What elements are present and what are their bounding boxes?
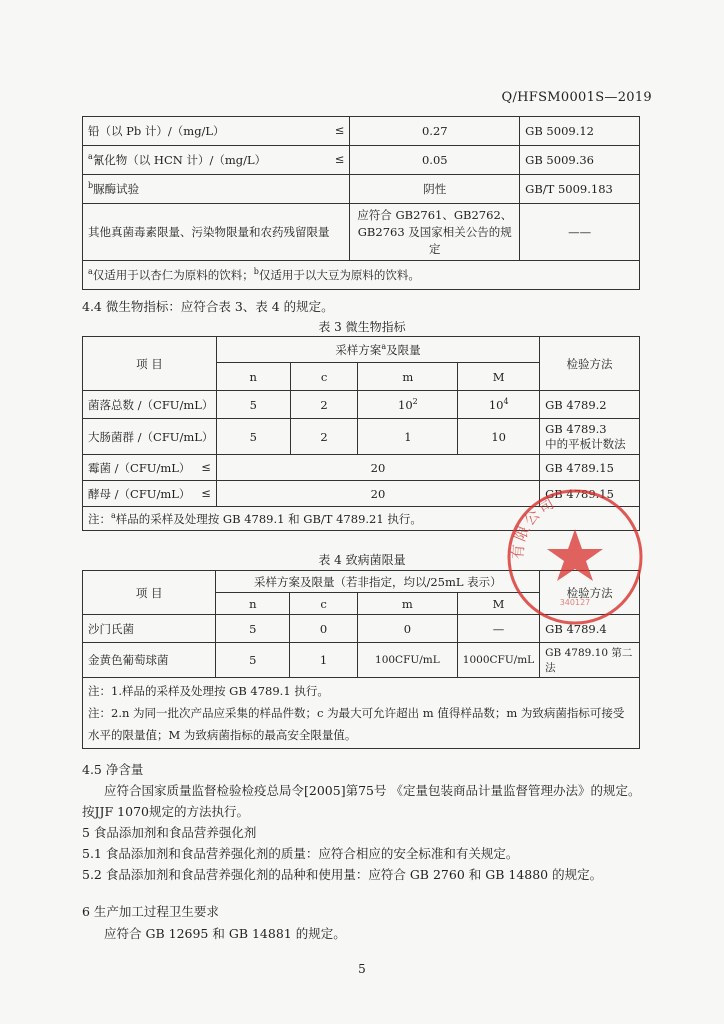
section-4-4: 4.4 微生物指标：应符合表 3、表 4 的规定。 — [82, 299, 334, 314]
section-4-5-heading: 4.5 净含量 — [82, 762, 144, 777]
section-6-heading: 6 生产加工过程卫生要求 — [82, 904, 219, 919]
column-header-plan: 采样方案及限量（若非指定，均以/25mL 表示） — [216, 571, 540, 593]
M-cell: $10^4$ — [458, 391, 540, 419]
table-row — [83, 175, 640, 204]
table-row — [83, 643, 640, 678]
table-row — [83, 419, 640, 455]
item-cell: 其他真菌毒素限量、污染物限量和农药残留限量 — [83, 204, 350, 261]
item-cell: 酵母 /（CFU/mL） ≤ — [83, 481, 217, 507]
c-cell: 1 — [290, 643, 358, 678]
subheader-n: n — [216, 363, 290, 391]
value-cell: 20 — [216, 481, 539, 507]
subheader-c: c — [290, 363, 358, 391]
item-cell: 大肠菌群 /（CFU/mL） — [83, 419, 217, 455]
method-cell: —— — [520, 204, 640, 261]
subheader-c: c — [290, 593, 358, 615]
table-note: $^a$仅适用于以杏仁为原料的饮料；$^b$仅适用于以大豆为原料的饮料。 — [83, 261, 640, 290]
svg-text:340127: 340127 — [559, 598, 591, 607]
method-cell: GB 4789.15 — [540, 481, 640, 507]
n-cell: 5 — [216, 391, 290, 419]
method-cell: GB 4789.2 — [540, 391, 640, 419]
method-cell: GB 5009.36 — [520, 146, 640, 175]
method-cell: GB 4789.10 第二法 — [540, 643, 640, 678]
section-4-5-text-2: 按JJF 1070规定的方法执行。 — [82, 804, 249, 819]
company-seal-stamp — [505, 487, 645, 627]
svg-text:有限公司: 有限公司 — [508, 493, 559, 560]
m-cell: $10^2$ — [358, 391, 458, 419]
table-row — [83, 455, 640, 481]
document-number: Q/HFSM0001S—2019 — [501, 90, 652, 105]
table4-caption: 表 4 致病菌限量 — [318, 553, 406, 567]
item-cell: $^a$氰化物（以 HCN 计）/（mg/L） ≤ — [83, 146, 350, 175]
table-row — [83, 146, 640, 175]
value-cell: 20 — [216, 455, 539, 481]
value-cell: 应符合 GB2761、GB2762、GB2763 及国家相关公告的规定 — [350, 204, 520, 261]
column-header-item: 项 目 — [83, 571, 216, 615]
n-cell: 5 — [216, 615, 290, 643]
subheader-M: M — [458, 363, 540, 391]
page-number: 5 — [358, 962, 366, 976]
c-cell: 2 — [290, 419, 358, 455]
item-cell: 菌落总数 /（CFU/mL） — [83, 391, 217, 419]
section-5-1: 5.1 食品添加剂和食品营养强化剂的质量：应符合相应的安全标准和有关规定。 — [82, 846, 519, 861]
item-cell: $^b$脲酶试验 — [83, 175, 350, 204]
M-cell: 1000CFU/mL — [457, 643, 539, 678]
column-header-plan: 采样方案$^a$及限量 — [216, 337, 539, 363]
m-cell: 1 — [358, 419, 458, 455]
method-cell: GB 4789.4 — [540, 615, 640, 643]
column-header-method: 检验方法 — [540, 571, 640, 615]
table-row — [83, 391, 640, 419]
m-cell: 100CFU/mL — [357, 643, 457, 678]
value-cell: 0.05 — [350, 146, 520, 175]
section-5-heading: 5 食品添加剂和食品营养强化剂 — [82, 825, 257, 840]
n-cell: 5 — [216, 643, 290, 678]
method-cell: GB/T 5009.183 — [520, 175, 640, 204]
note-line: 注：1.样品的采样及处理按 GB 4789.1 执行。 — [88, 684, 329, 698]
item-cell: 沙门氏菌 — [83, 615, 216, 643]
item-cell: 金黄色葡萄球菌 — [83, 643, 216, 678]
item-cell: 铅（以 Pb 计）/（mg/L） ≤ — [83, 117, 350, 146]
subheader-M: M — [457, 593, 539, 615]
M-cell: — — [457, 615, 539, 643]
c-cell: 0 — [290, 615, 358, 643]
section-4-5-text-1: 应符合国家质量监督检验检疫总局令[2005]第75号 《定量包装商品计量监督管理办法》的规定。 — [104, 783, 641, 798]
value-cell: 0.27 — [350, 117, 520, 146]
method-cell: GB 4789.3 中的平板计数法 — [540, 419, 640, 455]
note-line: 注：2.n 为同一批次产品应采集的样品件数；c 为最大可允许超出 m 值得样品数；m 为致病菌指标可接受水平的限量值；M 为致病菌指标的最高安全限量值。 — [88, 706, 625, 742]
table-note — [83, 678, 640, 749]
n-cell: 5 — [216, 419, 290, 455]
c-cell: 2 — [290, 391, 358, 419]
section-5-2: 5.2 食品添加剂和食品营养强化剂的品种和使用量：应符合 GB 2760 和 GB 14880 的规定。 — [82, 867, 603, 882]
column-header-item: 项 目 — [83, 337, 217, 391]
section-6-text: 应符合 GB 12695 和 GB 14881 的规定。 — [104, 926, 346, 941]
method-cell: GB 5009.12 — [520, 117, 640, 146]
value-cell: 阴性 — [350, 175, 520, 204]
column-header-method: 检验方法 — [540, 337, 640, 391]
method-cell: GB 4789.15 — [540, 455, 640, 481]
m-cell: 0 — [357, 615, 457, 643]
table-note-row — [83, 261, 640, 290]
subheader-m: m — [358, 363, 458, 391]
contaminant-limits-table — [82, 116, 640, 290]
table-note-row — [83, 678, 640, 749]
subheader-m: m — [357, 593, 457, 615]
table-header-row — [83, 337, 640, 363]
subheader-n: n — [216, 593, 290, 615]
table-row — [83, 204, 640, 261]
table-note: 注：$^a$样品的采样及处理按 GB 4789.1 和 GB/T 4789.21 执行。 — [83, 507, 640, 531]
item-cell: 霉菌 /（CFU/mL） ≤ — [83, 455, 217, 481]
M-cell: 10 — [458, 419, 540, 455]
table-row — [83, 117, 640, 146]
table3-caption: 表 3 微生物指标 — [318, 320, 406, 334]
